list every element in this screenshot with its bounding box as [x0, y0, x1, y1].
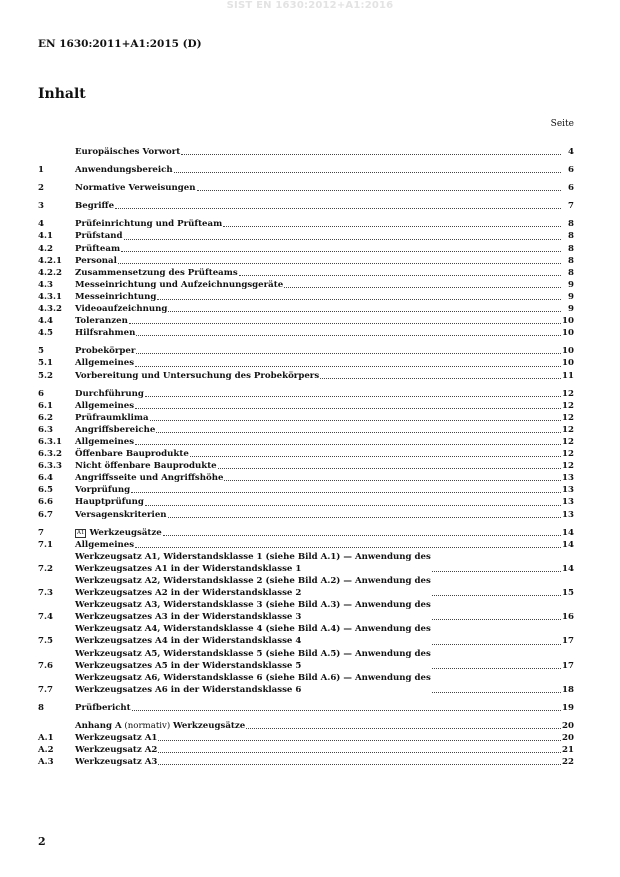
- dot-leader: [157, 299, 561, 300]
- toc-entry-number: A.2: [38, 745, 54, 756]
- table-of-contents: [38, 146, 574, 768]
- dot-leader: [115, 208, 561, 209]
- dot-leader: [150, 420, 561, 421]
- toc-entry[interactable]: [38, 509, 574, 521]
- toc-entry-title: Werkzeugsatz A5, Widerstandsklasse 5 (siehe Bild A.5) — Anwendung des Werkzeugsatzes A5 in der Widerstandsklasse 5: [75, 648, 431, 671]
- toc-entry-number: 6.3.2: [38, 449, 62, 460]
- toc-entry[interactable]: [38, 448, 574, 460]
- toc-entry-title: Normative Verweisungen: [75, 183, 196, 194]
- toc-entry-number: 4.2: [38, 243, 53, 254]
- toc-entry[interactable]: [38, 460, 574, 472]
- toc-entry-title: Allgemeines: [75, 436, 135, 447]
- toc-entry-number: 4.3.1: [38, 291, 62, 302]
- toc-entry-page: 14: [562, 527, 574, 538]
- toc-entry-page: 17: [562, 636, 574, 647]
- toc-entry-page: 8: [568, 243, 574, 254]
- toc-entry-page: 11: [562, 370, 574, 381]
- toc-entry-title: Allgemeines: [75, 400, 135, 411]
- dot-leader: [118, 263, 561, 264]
- toc-entry[interactable]: [38, 496, 574, 508]
- dot-leader: [124, 239, 561, 240]
- toc-entry-number: 6.6: [38, 497, 53, 508]
- toc-entry[interactable]: [38, 218, 574, 230]
- toc-entry[interactable]: [38, 539, 574, 551]
- dot-leader: [132, 710, 561, 711]
- toc-entry[interactable]: [38, 267, 574, 279]
- dot-leader: [158, 752, 561, 753]
- dot-leader: [224, 480, 561, 481]
- toc-entry-number: 6: [38, 388, 44, 399]
- dot-leader: [136, 335, 561, 336]
- toc-entry-page: 10: [562, 346, 574, 357]
- toc-entry-page: 6: [568, 183, 574, 194]
- dot-leader: [136, 353, 561, 354]
- toc-entry[interactable]: [38, 424, 574, 436]
- dot-leader: [223, 226, 561, 227]
- toc-entry[interactable]: [38, 756, 574, 768]
- toc-entry-title: Allgemeines: [75, 539, 135, 550]
- toc-entry-number: 7.7: [38, 684, 53, 695]
- toc-entry-page: 14: [562, 563, 574, 574]
- dot-leader: [432, 668, 561, 669]
- toc-entry-page: 12: [562, 449, 574, 460]
- toc-entry-number: 7.6: [38, 660, 53, 671]
- toc-entry-number: 7.1: [38, 539, 53, 550]
- dot-leader: [158, 764, 561, 765]
- toc-entry-number: 3: [38, 201, 44, 212]
- toc-entry-title: Werkzeugsatz A2: [75, 745, 158, 756]
- toc-entry-title: Anwendungsbereich: [75, 165, 173, 176]
- toc-entry[interactable]: [38, 412, 574, 424]
- dot-leader: [320, 378, 561, 379]
- toc-entry[interactable]: [38, 472, 574, 484]
- toc-entry-number: A.3: [38, 757, 54, 768]
- dot-leader: [197, 190, 561, 191]
- toc-entry[interactable]: [38, 164, 574, 176]
- toc-entry[interactable]: [38, 230, 574, 242]
- toc-entry-number: 6.3.3: [38, 461, 62, 472]
- toc-entry-title: Zusammensetzung des Prüfteams: [75, 267, 238, 278]
- dot-leader: [135, 547, 561, 548]
- toc-entry-page: 18: [562, 684, 574, 695]
- toc-entry-title: Anhang A (normativ) Werkzeugsätze: [75, 721, 246, 732]
- dot-leader: [129, 323, 561, 324]
- toc-entry[interactable]: [38, 291, 574, 303]
- toc-entry-page: 12: [562, 436, 574, 447]
- toc-entry-title: Prüfeinrichtung und Prüfteam: [75, 219, 223, 230]
- toc-entry-title: Europäisches Vorwort: [75, 147, 181, 157]
- toc-entry-page: 14: [562, 539, 574, 550]
- toc-entry[interactable]: [38, 315, 574, 327]
- toc-entry-title: Prüfteam: [75, 243, 121, 254]
- toc-entry-title: Begriffe: [75, 201, 115, 212]
- toc-entry[interactable]: [38, 400, 574, 412]
- toc-entry-title: Prüfbericht: [75, 702, 131, 713]
- dot-leader: [163, 535, 561, 536]
- toc-entry-number: A.1: [38, 733, 54, 744]
- toc-entry-page: 4: [568, 147, 574, 157]
- toc-entry-page: 21: [562, 745, 574, 756]
- toc-entry-number: 6.4: [38, 473, 53, 484]
- toc-entry-page: 6: [568, 165, 574, 176]
- toc-entry-page: 12: [562, 412, 574, 423]
- toc-entry-page: 13: [562, 509, 574, 520]
- toc-entry-number: 5: [38, 346, 44, 357]
- toc-entry-number: 4.3.2: [38, 304, 62, 315]
- toc-entry-title: Videoaufzeichnung: [75, 304, 168, 315]
- toc-entry-number: 7: [38, 527, 44, 538]
- toc-entry-title: Werkzeugsatz A6, Widerstandsklasse 6 (siehe Bild A.6) — Anwendung des Werkzeugsatzes A6 in der Widerstandsklasse 6: [75, 672, 431, 695]
- toc-entry-title: Personal: [75, 255, 117, 266]
- toc-entry-page: 8: [568, 267, 574, 278]
- page-column-label: Seite: [550, 119, 574, 129]
- toc-entry-page: 20: [562, 733, 574, 744]
- toc-entry-page: 13: [562, 485, 574, 496]
- dot-leader: [284, 287, 561, 288]
- dot-leader: [432, 595, 561, 596]
- page-title: Inhalt: [38, 86, 86, 102]
- toc-entry-number: 7.3: [38, 588, 53, 599]
- toc-entry[interactable]: [38, 551, 574, 575]
- toc-entry-title: Messeinrichtung und Aufzeichnungsgeräte: [75, 279, 284, 290]
- toc-entry-page: 19: [562, 702, 574, 713]
- toc-entry-title: Werkzeugsatz A3: [75, 757, 158, 768]
- toc-entry-title: Prüfraumklima: [75, 412, 149, 423]
- toc-entry-number: 4.4: [38, 316, 53, 327]
- toc-entry-page: 10: [562, 358, 574, 369]
- dot-leader: [131, 492, 561, 493]
- dot-leader: [218, 468, 561, 469]
- toc-entry-number: 7.4: [38, 612, 53, 623]
- toc-entry[interactable]: [38, 370, 574, 382]
- toc-entry-title: Toleranzen: [75, 316, 128, 327]
- toc-entry-page: 8: [568, 231, 574, 242]
- toc-entry-title: Angriffsseite und Angriffshöhe: [75, 473, 224, 484]
- toc-entry-page: 9: [568, 291, 574, 302]
- toc-entry-number: 4: [38, 219, 44, 230]
- toc-entry[interactable]: [38, 744, 574, 756]
- toc-entry[interactable]: [38, 345, 574, 357]
- toc-entry-number: 6.1: [38, 400, 53, 411]
- dot-leader: [239, 275, 561, 276]
- toc-entry-page: 10: [562, 316, 574, 327]
- toc-entry-page: 22: [562, 757, 574, 768]
- toc-entry-page: 13: [562, 497, 574, 508]
- a1-marker-icon: A1: [77, 529, 85, 536]
- toc-entry[interactable]: [38, 388, 574, 400]
- toc-entry-page: 15: [562, 588, 574, 599]
- toc-entry[interactable]: [38, 575, 574, 599]
- toc-entry[interactable]: [38, 702, 574, 714]
- toc-entry[interactable]: [38, 720, 574, 732]
- toc-entry[interactable]: [38, 732, 574, 744]
- toc-entry-page: 8: [568, 219, 574, 230]
- toc-entry-number: 7.5: [38, 636, 53, 647]
- toc-entry-title: Allgemeines: [75, 358, 135, 369]
- toc-entry-page: 7: [568, 201, 574, 212]
- toc-entry[interactable]: [38, 672, 574, 696]
- toc-entry[interactable]: [38, 357, 574, 369]
- dot-leader: [181, 154, 561, 155]
- toc-entry[interactable]: [38, 146, 574, 158]
- toc-entry-number: 6.3: [38, 424, 53, 435]
- toc-entry-title: Probekörper: [75, 346, 136, 357]
- toc-entry-number: 7.2: [38, 563, 53, 574]
- toc-entry-page: 12: [562, 424, 574, 435]
- toc-entry[interactable]: [38, 200, 574, 212]
- page-number: 2: [38, 835, 46, 848]
- dot-leader: [135, 444, 561, 445]
- toc-entry-page: 12: [562, 388, 574, 399]
- toc-entry-number: 1: [38, 165, 44, 176]
- dot-leader: [432, 619, 561, 620]
- toc-entry-title: Werkzeugsatz A1: [75, 733, 158, 744]
- toc-entry-number: 4.5: [38, 328, 53, 339]
- toc-entry[interactable]: [38, 527, 574, 539]
- toc-entry-number: 4.2.1: [38, 255, 62, 266]
- toc-entry-page: 12: [562, 400, 574, 411]
- dot-leader: [158, 740, 561, 741]
- toc-entry-page: 9: [568, 279, 574, 290]
- toc-entry-title: Hauptprüfung: [75, 497, 144, 508]
- toc-entry-page: 16: [562, 612, 574, 623]
- toc-entry-title: Werkzeugsatz A1, Widerstandsklasse 1 (siehe Bild A.1) — Anwendung des Werkzeugsatzes A1 in der Widerstandsklasse 1: [75, 551, 431, 574]
- toc-entry-title: Öffenbare Bauprodukte: [75, 449, 189, 460]
- dot-leader: [168, 311, 561, 312]
- toc-entry-title: Versagenskriterien: [75, 509, 167, 520]
- dot-leader: [168, 517, 561, 518]
- toc-entry-number: 4.1: [38, 231, 53, 242]
- toc-entry[interactable]: [38, 182, 574, 194]
- watermark: SIST EN 1630:2012+A1:2016: [226, 0, 394, 11]
- toc-entry-title: Nicht öffenbare Bauprodukte: [75, 461, 217, 472]
- toc-entry-title: Prüfstand: [75, 231, 123, 242]
- dot-leader: [246, 728, 561, 729]
- toc-entry-number: 4.3: [38, 279, 53, 290]
- toc-entry-title: A1 Werkzeugsätze: [77, 527, 162, 538]
- toc-entry-page: 13: [562, 473, 574, 484]
- toc-entry-number: 5.1: [38, 358, 53, 369]
- toc-entry-number: 6.5: [38, 485, 53, 496]
- dot-leader: [432, 571, 561, 572]
- dot-leader: [121, 251, 561, 252]
- dot-leader: [174, 172, 561, 173]
- toc-entry[interactable]: [38, 623, 574, 647]
- toc-entry-title: Werkzeugsatz A2, Widerstandsklasse 2 (siehe Bild A.2) — Anwendung des Werkzeugsatzes A2 in der Widerstandsklasse 2: [75, 576, 431, 599]
- toc-entry[interactable]: [38, 243, 574, 255]
- toc-entry[interactable]: [38, 255, 574, 267]
- dot-leader: [432, 692, 561, 693]
- toc-entry-page: 9: [568, 304, 574, 315]
- toc-entry-number: 8: [38, 702, 44, 713]
- dot-leader: [135, 408, 561, 409]
- toc-entry[interactable]: [38, 484, 574, 496]
- toc-entry[interactable]: [38, 303, 574, 315]
- toc-entry-number: 4.2.2: [38, 267, 62, 278]
- toc-entry[interactable]: [38, 436, 574, 448]
- toc-entry-number: 6.3.1: [38, 436, 62, 447]
- toc-entry-title: Messeinrichtung: [75, 291, 157, 302]
- dot-leader: [156, 432, 561, 433]
- toc-entry-number: 6.2: [38, 412, 53, 423]
- toc-entry-number: 2: [38, 183, 44, 194]
- toc-entry-title: Werkzeugsatz A4, Widerstandsklasse 4 (siehe Bild A.4) — Anwendung des Werkzeugsatzes A4 in der Widerstandsklasse 4: [75, 624, 431, 647]
- toc-entry-title: Vorprüfung: [75, 485, 131, 496]
- document-id: EN 1630:2011+A1:2015 (D): [38, 38, 202, 50]
- dot-leader: [135, 366, 561, 367]
- dot-leader: [145, 505, 561, 506]
- toc-entry-number: 6.7: [38, 509, 53, 520]
- toc-entry[interactable]: [38, 279, 574, 291]
- toc-entry[interactable]: [38, 648, 574, 672]
- dot-leader: [432, 644, 561, 645]
- toc-entry-page: 17: [562, 660, 574, 671]
- toc-entry-page: 8: [568, 255, 574, 266]
- toc-entry-page: 20: [562, 721, 574, 732]
- toc-entry-title: Hilfsrahmen: [75, 328, 136, 339]
- toc-entry-page: 10: [562, 328, 574, 339]
- toc-entry[interactable]: [38, 327, 574, 339]
- dot-leader: [145, 396, 561, 397]
- toc-entry-title: Vorbereitung und Untersuchung des Probekörpers: [75, 370, 320, 381]
- toc-entry-page: 12: [562, 461, 574, 472]
- dot-leader: [190, 456, 561, 457]
- toc-entry[interactable]: [38, 599, 574, 623]
- toc-entry-title: Angriffsbereiche: [75, 424, 156, 435]
- toc-entry-number: 5.2: [38, 370, 53, 381]
- toc-entry-title: Durchführung: [75, 388, 144, 399]
- toc-entry-title: Werkzeugsatz A3, Widerstandsklasse 3 (siehe Bild A.3) — Anwendung des Werkzeugsatzes A3 in der Widerstandsklasse 3: [75, 600, 431, 623]
